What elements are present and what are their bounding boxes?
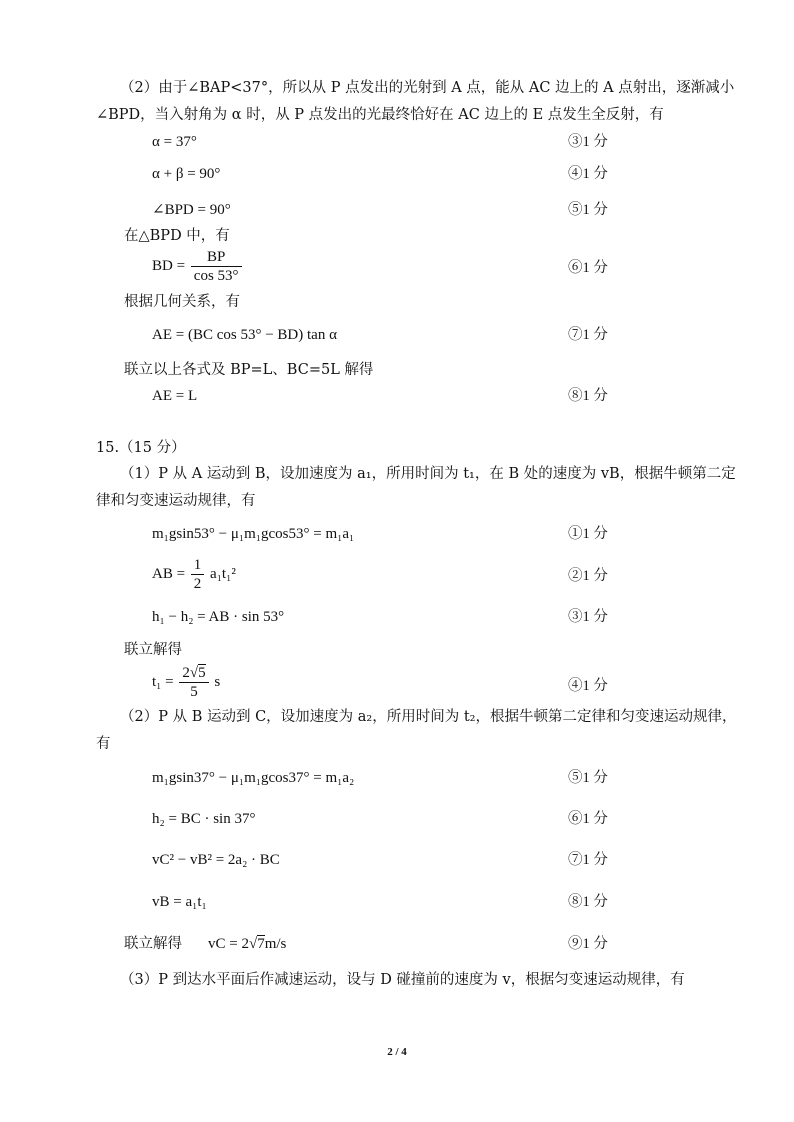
- q15-part1-line1: （1）P 从 A 运动到 B，设加速度为 a₁，所用时间为 t₁，在 B 处的速度为 vB，根据牛顿第二定: [120, 466, 736, 482]
- radicand: 7: [257, 936, 265, 952]
- score-4: ④1 分: [568, 166, 608, 182]
- fraction-bp-cos53: [191, 248, 242, 285]
- fraction-2sqrt5-over-5: [179, 664, 208, 701]
- equation-ab-rhs: a₁t₁²: [210, 565, 236, 582]
- q15-part2-line1: （2）P 从 B 运动到 C，设加速度为 a₂，所用时间为 t₂，根据牛顿第二定律和匀变速运动规律，: [120, 709, 737, 725]
- equation-newton-bc: m₁gsin37° − μ₁m₁gcos37° = m₁a₂: [152, 770, 355, 786]
- equation-vb: vB = a₁t₁: [152, 894, 207, 910]
- equation-ab-lhs: AB =: [152, 565, 186, 582]
- score-3: ③1 分: [568, 134, 608, 150]
- score-6: ⑥1 分: [568, 260, 608, 276]
- equation-vc-lhs: vC = 2: [208, 936, 249, 952]
- equation-angle-bpd: ∠BPD = 90°: [152, 202, 231, 218]
- equation-h2: h₂ = BC · sin 37°: [152, 811, 256, 827]
- equation-t1-lhs: t₁ =: [152, 673, 174, 690]
- fraction-one-half: [191, 556, 205, 593]
- fraction-denominator: cos 53°: [193, 268, 239, 284]
- combine-text: 联立以上各式及 BP=L、BC=5L 解得: [124, 362, 374, 378]
- score-6b: ⑥1 分: [568, 811, 608, 827]
- fraction-numerator: BP: [191, 248, 242, 267]
- score-7: ⑦1 分: [568, 327, 608, 343]
- score-2: ②1 分: [568, 568, 608, 584]
- fraction-denominator: 5: [190, 684, 198, 700]
- fraction-numerator: 2√5: [179, 664, 208, 683]
- score-7b: ⑦1 分: [568, 852, 608, 868]
- equation-vc: vC = 2√7m/s: [208, 936, 287, 952]
- score-8: ⑧1 分: [568, 388, 608, 404]
- score-4b: ④1 分: [568, 678, 608, 694]
- equation-height-diff: h₁ − h₂ = AB · sin 53°: [152, 609, 285, 625]
- q15-part3-line1: （3）P 到达水平面后作减速运动，设与 D 碰撞前的速度为 v，根据匀变速运动规律，有: [120, 972, 685, 988]
- radicand: 5: [198, 665, 206, 681]
- equation-ae-result: AE = L: [152, 388, 198, 404]
- question-15-heading: 15.（15 分）: [96, 440, 186, 456]
- equation-velocity-squared: vC² − vB² = 2a₂ · BC: [152, 852, 280, 868]
- score-1: ①1 分: [568, 526, 608, 542]
- coefficient: 2: [182, 665, 190, 681]
- q15-part2-line2: 有: [96, 736, 111, 752]
- equation-bd: [152, 248, 244, 285]
- score-5b: ⑤1 分: [568, 770, 608, 786]
- intro-line-1: （2）由于∠BAP<37°，所以从 P 点发出的光射到 A 点，能从 AC 边上的 A 点射出，逐渐减小: [120, 80, 735, 96]
- geometry-text: 根据几何关系，有: [124, 294, 240, 310]
- fraction-denominator: 2: [193, 576, 202, 592]
- score-5: ⑤1 分: [568, 202, 608, 218]
- unit-meters-per-second: m/s: [264, 936, 287, 952]
- equation-newton-ab: m₁gsin53° − μ₁m₁gcos53° = m₁a₁: [152, 526, 355, 542]
- solve-text-2: 联立解得: [124, 936, 182, 952]
- page-number: 2 / 4: [387, 1046, 407, 1058]
- intro-line-2: ∠BPD，当入射角为 α 时，从 P 点发出的光最终恰好在 AC 边上的 E 点发生全反射，有: [96, 107, 664, 123]
- score-8b: ⑧1 分: [568, 894, 608, 910]
- score-3b: ③1 分: [568, 609, 608, 625]
- equation-bd-lhs: BD =: [152, 257, 186, 274]
- solve-text-1: 联立解得: [124, 642, 182, 658]
- equation-alpha: α = 37°: [152, 134, 197, 150]
- q15-part1-line2: 律和匀变速运动规律，有: [96, 493, 256, 509]
- fraction-numerator: 1: [191, 556, 205, 575]
- unit-seconds: s: [214, 673, 221, 690]
- equation-alpha-beta: α + β = 90°: [152, 166, 221, 182]
- equation-t1: [152, 664, 220, 701]
- equation-ab-distance: [152, 556, 236, 593]
- score-9: ⑨1 分: [568, 936, 608, 952]
- equation-ae: AE = (BC cos 53° − BD) tan α: [152, 327, 337, 343]
- triangle-bpd-text: 在△BPD 中，有: [124, 228, 230, 244]
